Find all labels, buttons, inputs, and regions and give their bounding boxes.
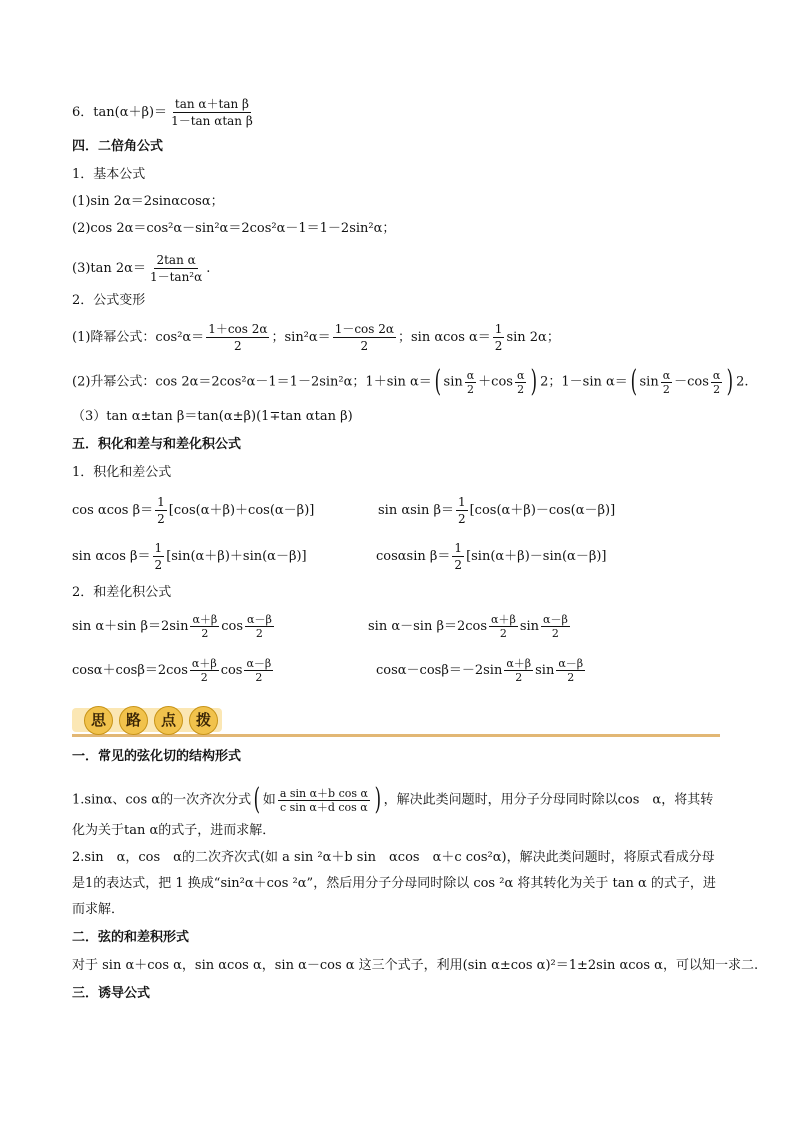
denominator: 1－tan²α — [149, 270, 203, 284]
text: 如 — [262, 792, 276, 808]
subsection-title: 1．积化和差公式 — [72, 465, 172, 480]
text: sin — [443, 374, 463, 390]
denominator: 2 — [551, 627, 559, 640]
fraction — [456, 494, 468, 527]
numerator: tan α＋tan β — [174, 97, 249, 111]
fraction — [148, 252, 204, 285]
denominator: 1－tan αtan β — [171, 114, 253, 128]
fraction — [153, 540, 165, 573]
fraction — [190, 657, 219, 684]
subsection-title: 1．基本公式 — [72, 167, 146, 182]
denominator: 2 — [360, 339, 369, 353]
denominator: 2 — [454, 558, 463, 572]
numerator: 2tan α — [156, 253, 196, 267]
denominator: 2 — [499, 627, 507, 640]
denominator: 2 — [713, 382, 721, 396]
denominator: 2 — [201, 627, 209, 640]
fraction — [452, 540, 464, 573]
formula-sum-1 — [72, 613, 276, 640]
numerator: 1－cos 2α — [334, 322, 394, 336]
text: ，解决此类问题时，用分子分母同时除以cos α，将其转 — [383, 792, 714, 808]
section-title: 五．积化和差与和差化积公式 — [72, 437, 242, 452]
numerator: a sin α＋b cos α — [279, 786, 368, 800]
numerator: α — [712, 368, 721, 382]
fraction — [333, 321, 396, 354]
denominator: c sin α＋d cos α — [280, 800, 368, 814]
formula-product-3 — [72, 540, 307, 573]
paragraph — [72, 782, 714, 817]
numerator: 1 — [157, 495, 165, 509]
fraction — [515, 369, 526, 396]
numerator: 1 — [454, 541, 463, 555]
subsection-title: 2．公式变形 — [72, 293, 146, 308]
paren-left: ( — [434, 364, 441, 399]
fraction — [155, 494, 167, 527]
banner-char: 路 — [119, 706, 148, 735]
formula-6 — [72, 96, 257, 129]
formula-product-1 — [72, 494, 314, 527]
denominator: 2 — [457, 512, 466, 526]
text: 2. — [736, 374, 749, 390]
fraction — [169, 96, 255, 129]
numerator: α＋β — [506, 657, 532, 670]
formula-line: （3）tan α±tan β＝tan(α±β)(1∓tan αtan β) — [72, 409, 353, 424]
text: [sin(α＋β)－sin(α－β)] — [466, 549, 607, 564]
text: cosα＋cosβ＝2cos — [72, 663, 188, 678]
formula-label: 6．tan(α＋β)＝ — [72, 105, 168, 120]
numerator: α＋β — [191, 657, 217, 670]
numerator: 1 — [494, 322, 503, 336]
text: －cos — [674, 374, 709, 390]
section-title: 二．弦的和差积形式 — [72, 930, 190, 945]
banner-char: 思 — [84, 706, 113, 735]
text: [cos(α＋β)＋cos(α－β)] — [168, 503, 315, 518]
formula-line: (1)sin 2α＝2sinαcosα； — [72, 194, 224, 209]
numerator: α－β — [247, 613, 272, 626]
fraction — [661, 369, 672, 396]
fraction — [711, 369, 722, 396]
banner-char: 拨 — [189, 706, 218, 735]
paren-right: ) — [531, 364, 538, 399]
text: sin — [535, 663, 555, 678]
text: sin — [639, 374, 659, 390]
formula-sum-4 — [376, 657, 587, 684]
denominator: 2 — [200, 671, 208, 684]
numerator: α＋β — [491, 613, 516, 626]
numerator: α＋β — [192, 613, 218, 626]
section-title: 一．常见的弦化切的结构形式 — [72, 749, 242, 764]
denominator: 2 — [466, 382, 474, 396]
text: ；sin²α＝ — [271, 330, 331, 345]
text: 2；1－sin α＝ — [540, 374, 628, 390]
text: ；sin αcos α＝ — [397, 330, 491, 345]
numerator: α — [466, 368, 475, 382]
text: cos — [221, 619, 244, 634]
text: cosαsin β＝ — [376, 549, 451, 564]
fraction — [206, 321, 269, 354]
numerator: 1 — [154, 541, 163, 555]
section-banner — [72, 704, 720, 738]
denominator: 2 — [567, 671, 575, 684]
numerator: 1＋cos 2α — [208, 322, 268, 336]
subsection-title: 2．和差化积公式 — [72, 585, 172, 600]
denominator: 2 — [255, 627, 263, 640]
fraction — [541, 613, 570, 640]
formula-line — [72, 252, 210, 285]
text: sin α＋sin β＝2sin — [72, 619, 189, 634]
denominator: 2 — [157, 512, 165, 526]
numerator: α — [662, 368, 671, 382]
text: cos αcos β＝ — [72, 503, 154, 518]
section-title: 三．诱导公式 — [72, 986, 151, 1001]
formula-sum-2 — [368, 613, 572, 640]
numerator: α－β — [543, 613, 568, 626]
fraction — [245, 613, 274, 640]
fraction — [493, 321, 505, 354]
text: 1.sinα、cos α的一次齐次分式 — [72, 792, 252, 808]
denominator: 2 — [234, 339, 242, 353]
denominator: 2 — [662, 382, 670, 396]
denominator: 2 — [515, 671, 523, 684]
text: sin α－sin β＝2cos — [368, 619, 488, 634]
text: ＋cos — [478, 374, 513, 390]
denominator: 2 — [255, 671, 263, 684]
fraction — [278, 787, 370, 814]
paren-left: ( — [630, 364, 637, 399]
section-title: 四．二倍角公式 — [72, 139, 164, 154]
numerator: α－β — [246, 657, 272, 670]
denominator: 2 — [517, 382, 525, 396]
text: (3)tan 2α＝ — [72, 261, 146, 276]
fraction — [489, 613, 518, 640]
paragraph: 2.sin α，cos α的二次齐次式(如 a sin ²α＋b sin αcos α＋c cos²α)，解决此类问题时，将原式看成分母是1的表达式，把 1 换成“sin²α＋cos ²α”，然后用分子分母同时除以 cos ²α 将其转化为关于 tan α 的式子，进而求解． — [72, 850, 716, 917]
paragraph: 化为关于tan α的式子，进而求解． — [72, 823, 276, 838]
text: (2)升幂公式：cos 2α＝2cos²α－1＝1－2sin²α；1＋sin α＝ — [72, 374, 432, 390]
denominator: 2 — [494, 339, 503, 353]
text: cosα－cosβ＝－2sin — [376, 663, 503, 678]
text: sin αsin β＝ — [378, 503, 454, 518]
numerator: 1 — [457, 495, 466, 509]
formula-product-4 — [376, 540, 607, 573]
formula-product-2 — [378, 494, 615, 527]
fraction — [556, 657, 585, 684]
formula-sum-3 — [72, 657, 275, 684]
paren-right: ) — [374, 782, 382, 817]
text: [sin(α＋β)＋sin(α－β)] — [166, 549, 307, 564]
text: . — [206, 261, 211, 276]
numerator: α－β — [558, 657, 584, 670]
text: [cos(α＋β)－cos(α－β)] — [469, 503, 616, 518]
text: sin αcos β＝ — [72, 549, 151, 564]
text: sin — [519, 619, 540, 634]
text: sin 2α； — [506, 330, 560, 345]
fraction — [504, 657, 533, 684]
fraction — [465, 369, 476, 396]
text: (1)降幂公式：cos²α＝ — [72, 330, 205, 345]
banner-char: 点 — [154, 706, 183, 735]
denominator: 2 — [154, 558, 163, 572]
paren-left: ( — [253, 782, 261, 817]
formula-line — [72, 364, 749, 399]
text: cos — [220, 663, 243, 678]
numerator: α — [516, 368, 525, 382]
fraction — [190, 613, 219, 640]
paragraph: 对于 sin α＋cos α，sin αcos α，sin α－cos α 这三个式子，利用(sin α±cos α)²＝1±2sin αcos α，可以知一求二. — [72, 958, 759, 973]
paren-right: ) — [726, 364, 734, 399]
fraction — [244, 657, 273, 684]
formula-line — [72, 321, 560, 354]
formula-line: (2)cos 2α＝cos²α－sin²α＝2cos²α－1＝1－2sin²α； — [72, 221, 396, 236]
